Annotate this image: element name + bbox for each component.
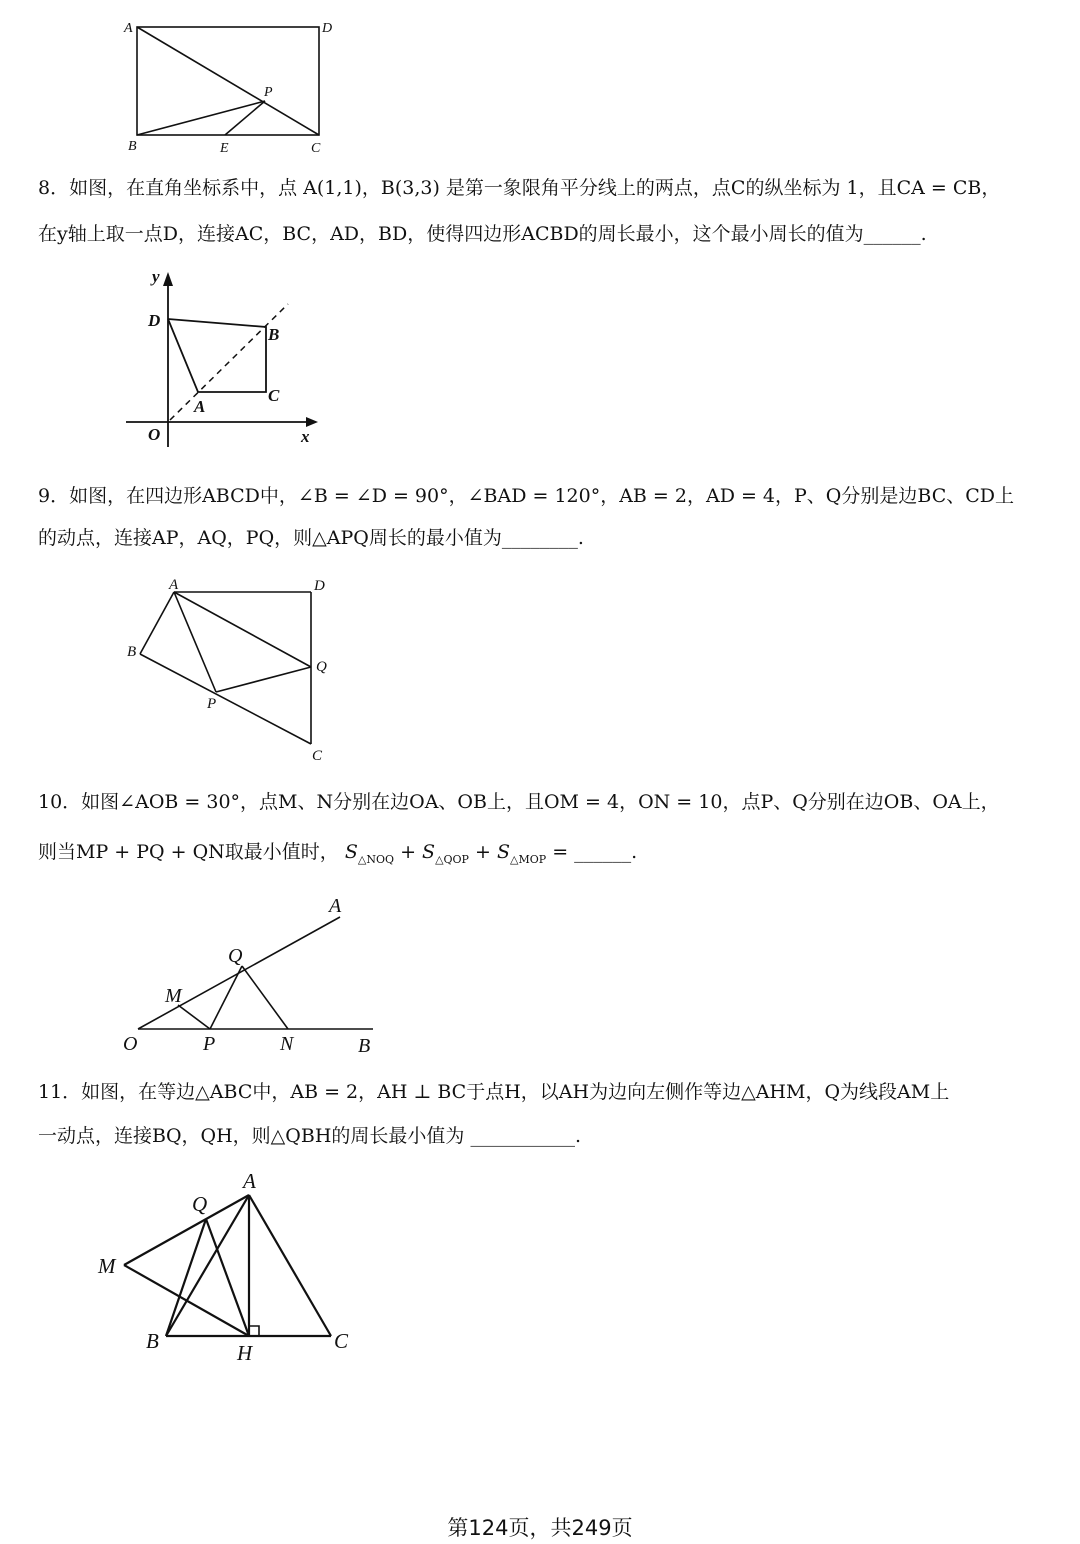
segment-bc [140,654,311,744]
segment-ab [166,1195,249,1336]
label-b: B [268,325,280,344]
label-d: D [314,578,325,594]
right-angle-mark [249,1326,259,1336]
label-p: P [264,85,273,100]
label-a: A [169,577,179,593]
label-c: C [268,386,280,405]
segment-ac [137,27,319,135]
label-y: y [152,267,160,286]
label-m: M [98,1254,116,1278]
question-10-line-2 [38,840,637,867]
page-footer: 第124页，共249页 [447,1516,633,1540]
q10-condition: 则当MP + PQ + QN取最小值时， [38,841,339,863]
plus-1: + [400,841,416,863]
label-a: A [124,21,133,36]
segment-qn [242,966,288,1029]
area-s-2: S [422,841,436,863]
label-o: O [148,425,161,444]
label-p: P [203,1033,216,1055]
segment-ab [140,592,174,654]
segment-ap [174,592,216,692]
segment-pq [210,966,242,1029]
segment-am [124,1195,249,1265]
figure-angle-aob [118,892,388,1064]
figure-rectangle-abcd [110,10,350,160]
area-sub-mop: △MOP [510,852,547,866]
segment-qh [206,1219,249,1336]
question-9-line-1: 9．如图，在四边形ABCD中，∠B = ∠D = 90°，∠BAD = 120°，AB = 2，AD = 4，P、Q分别是边BC、CD上 [38,485,1015,507]
label-m: M [165,985,182,1007]
question-8-line-2: 在y轴上取一点D，连接AC，BC，AD，BD，使得四边形ACBD的周长最小，这个最小周长的值为______. [38,223,927,245]
question-11-line-2: 一动点，连接BQ，QH，则△QBH的周长最小值为 ___________. [38,1125,581,1147]
question-11-line-1: 11．如图，在等边△ABC中，AB = 2，AH ⊥ BC于点H，以AH为边向左侧作等边△AHM，Q为线段AM上 [38,1081,950,1103]
area-sub-qop: △QOP [435,852,469,866]
figure-quadrilateral-abcd [118,572,348,764]
label-q: Q [228,945,243,967]
label-a: A [329,895,342,917]
label-q: Q [316,659,327,675]
label-b: B [128,139,137,154]
quadrilateral-acbd [168,319,266,392]
label-q: Q [192,1192,208,1216]
label-h: H [237,1341,253,1365]
segment-mp [178,1005,210,1029]
label-b: B [358,1035,371,1057]
label-d: D [148,311,161,330]
label-o: O [123,1033,138,1055]
label-p: P [207,696,217,712]
label-a: A [194,397,206,416]
label-b: B [146,1329,159,1353]
label-x: x [301,427,310,446]
area-s-1: S [344,841,358,863]
segment-pq [216,667,311,692]
label-c: C [312,748,323,764]
label-a: A [243,1169,256,1193]
label-d: D [322,21,333,36]
label-n: N [280,1033,294,1055]
question-9-line-2: 的动点，连接AP，AQ，PQ，则△APQ周长的最小值为________. [38,527,584,549]
question-8-line-1: 8．如图，在直角坐标系中，点 A(1,1)，B(3,3) 是第一象限角平分线上的两点，点C的纵坐标为 1，且CA = CB， [38,177,1001,199]
answer-blank: = ______. [552,841,638,863]
x-arrow [306,417,318,427]
segment-aq [174,592,311,667]
question-10-line-1: 10．如图∠AOB = 30°，点M、N分别在边OA、OB上，且OM = 4，ON = 10，点P、Q分别在边OB、OA上， [38,791,1000,813]
figure-coordinate-acbd [118,262,328,452]
label-c: C [311,141,321,156]
area-sub-noq: △NOQ [357,852,395,866]
label-b: B [127,644,137,660]
area-s-3: S [496,841,511,863]
label-e: E [220,141,229,156]
segment-ac [249,1195,331,1336]
y-arrow [163,272,173,286]
figure-equilateral-abc [94,1168,364,1368]
label-c: C [334,1329,349,1353]
plus-2: + [475,841,491,863]
